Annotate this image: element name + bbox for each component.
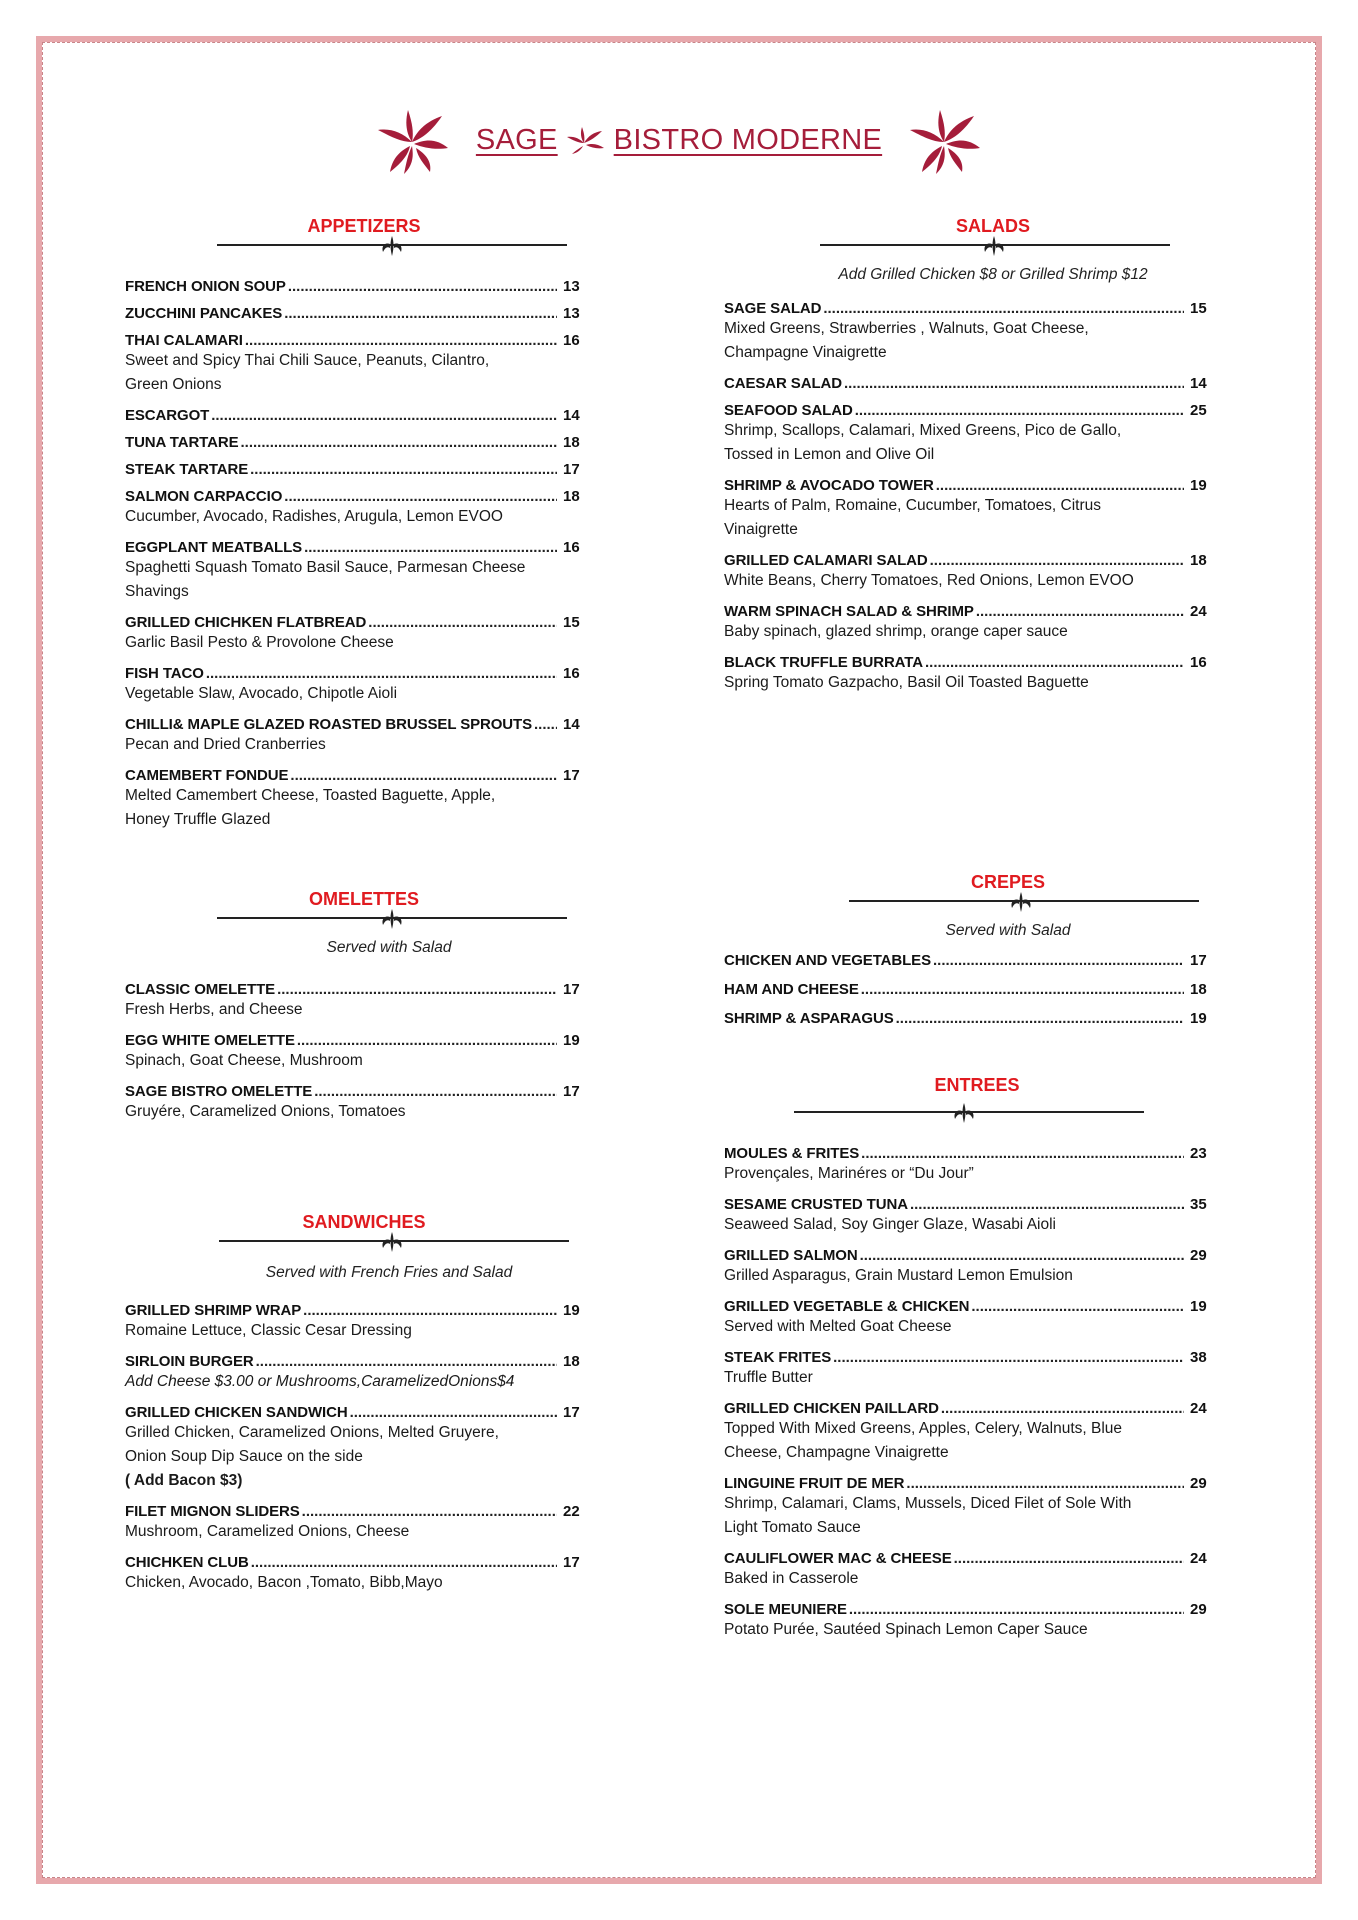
menu-item: [125, 539, 603, 604]
menu-item-line: [125, 278, 557, 295]
menu-item-name: GRILLED CHICKEN PAILLARD: [724, 1400, 939, 1417]
menu-item-line: [724, 1196, 1184, 1213]
dot-leader: [906, 1475, 1184, 1492]
menu-item-description: ( Add Bacon $3): [125, 1472, 243, 1489]
menu-item-line: [724, 1145, 1184, 1162]
section-omelettes: [125, 889, 603, 1134]
menu-item-description: Baked in Casserole: [724, 1570, 859, 1587]
menu-item-name: CAULIFLOWER MAC & CHEESE: [724, 1550, 952, 1567]
menu-item: [724, 1247, 1230, 1288]
menu-item-name: SESAME CRUSTED TUNA: [724, 1196, 908, 1213]
menu-item-description: Grilled Chicken, Caramelized Onions, Melted Gruyere,: [125, 1424, 499, 1441]
menu-item-line: [724, 477, 1184, 494]
flourish-icon: [377, 1230, 407, 1254]
menu-item-name: GRILLED CALAMARI SALAD: [724, 552, 928, 569]
flourish-icon: [1006, 890, 1036, 914]
menu-item-name: SOLE MEUNIERE: [724, 1601, 847, 1618]
menu-item: [724, 1145, 1230, 1186]
menu-item-price: 29: [1190, 1601, 1207, 1618]
menu-item: [125, 614, 603, 655]
menu-item-description: Spinach, Goat Cheese, Mushroom: [125, 1052, 363, 1069]
menu-item: [724, 654, 1230, 695]
menu-item-name: ZUCCHINI PANCAKES: [125, 305, 283, 322]
menu-item-price: 16: [563, 332, 580, 349]
menu-item-price: 18: [563, 488, 580, 505]
dot-leader: [860, 1247, 1184, 1264]
menu-item-price: 17: [563, 981, 580, 998]
menu-item-line: [125, 1083, 557, 1100]
menu-item-line: [125, 716, 557, 733]
menu-item-price: 38: [1190, 1349, 1207, 1366]
section-header: [724, 216, 1230, 274]
menu-item-line: [724, 1298, 1184, 1315]
menu-item: [125, 1032, 603, 1073]
menu-item: [724, 1475, 1230, 1540]
dot-leader: [206, 665, 557, 682]
menu-item-line: [125, 488, 557, 505]
menu-item-description: Light Tomato Sauce: [724, 1519, 861, 1536]
menu-item-line: [724, 952, 1184, 969]
menu-item-description: Vegetable Slaw, Avocado, Chipotle Aioli: [125, 685, 398, 702]
section-header: [125, 889, 603, 947]
menu-item-line: [125, 767, 557, 784]
dot-leader: [288, 278, 557, 295]
menu-item-line: [724, 603, 1184, 620]
menu-item-name: CAESAR SALAD: [724, 375, 842, 392]
menu-item-description: Shrimp, Scallops, Calamari, Mixed Greens, Pico de Gallo,: [724, 422, 1122, 439]
menu-item-description: White Beans, Cherry Tomatoes, Red Onions, Lemon EVOO: [724, 572, 1134, 589]
menu-item: [125, 278, 603, 295]
menu-item-price: 14: [563, 716, 580, 733]
flourish-icon: [377, 907, 407, 931]
menu-item-description: Fresh Herbs, and Cheese: [125, 1001, 303, 1018]
menu-item: [125, 332, 603, 397]
menu-item-price: 17: [563, 767, 580, 784]
menu-item-line: [125, 305, 557, 322]
section-header: [724, 872, 1230, 930]
menu-item-name: ESCARGOT: [125, 407, 210, 424]
menu-item-line: [125, 1302, 557, 1319]
menu-item: [125, 981, 603, 1022]
menu-item-price: 23: [1190, 1145, 1207, 1162]
menu-item-price: 18: [563, 1353, 580, 1370]
menu-item-line: [724, 1247, 1184, 1264]
menu-item-name: SEAFOOD SALAD: [724, 402, 853, 419]
menu-item-name: CAMEMBERT FONDUE: [125, 767, 289, 784]
menu-item-line: [724, 654, 1184, 671]
section-crepes: [724, 872, 1230, 1039]
menu-item: [724, 402, 1230, 467]
menu-item: [125, 488, 603, 529]
item-list: [125, 1302, 603, 1595]
menu-item-name: GRILLED SHRIMP WRAP: [125, 1302, 302, 1319]
dot-leader: [211, 407, 557, 424]
section-title: APPETIZERS: [307, 216, 421, 236]
menu-item-description: Mushroom, Caramelized Onions, Cheese: [125, 1523, 410, 1540]
menu-item-line: [125, 614, 557, 631]
dot-leader: [245, 332, 557, 349]
section-subtitle: Add Grilled Chicken $8 or Grilled Shrimp $12: [838, 266, 1148, 283]
menu-item-line: [724, 1349, 1184, 1366]
menu-item-name: SHRIMP & AVOCADO TOWER: [724, 477, 934, 494]
menu-item-price: 17: [563, 1404, 580, 1421]
menu-item-name: EGG WHITE OMELETTE: [125, 1032, 295, 1049]
menu-item-price: 14: [563, 407, 580, 424]
right-column: [724, 0, 1230, 1920]
menu-item-description: Cheese, Champagne Vinaigrette: [724, 1444, 949, 1461]
menu-item: [125, 665, 603, 706]
menu-item-description: Truffle Butter: [724, 1369, 813, 1386]
menu-item-price: 16: [563, 539, 580, 556]
menu-item-line: [125, 461, 557, 478]
menu-item-description: Honey Truffle Glazed: [125, 811, 271, 828]
menu-item-price: 24: [1190, 1550, 1207, 1567]
menu-item-price: 18: [1190, 552, 1207, 569]
menu-item-description: Romaine Lettuce, Classic Cesar Dressing: [125, 1322, 412, 1339]
dot-leader: [971, 1298, 1184, 1315]
menu-item-description: Add Cheese $3.00 or Mushrooms,CaramelizedOnions$4: [125, 1373, 515, 1390]
menu-item-description: Topped With Mixed Greens, Apples, Celery, Walnuts, Blue: [724, 1420, 1123, 1437]
menu-item-name: WARM SPINACH SALAD & SHRIMP: [724, 603, 974, 620]
item-list: [724, 952, 1230, 1027]
menu-item: [724, 375, 1230, 392]
menu-item-description: Potato Purée, Sautéed Spinach Lemon Caper Sauce: [724, 1621, 1088, 1638]
menu-item-price: 17: [563, 1083, 580, 1100]
menu-item-line: [724, 300, 1184, 317]
menu-item-name: SAGE SALAD: [724, 300, 822, 317]
menu-item-name: MOULES & FRITES: [724, 1145, 860, 1162]
menu-item: [125, 1302, 603, 1343]
dot-leader: [314, 1083, 557, 1100]
section-sandwiches: [125, 1212, 603, 1605]
menu-item: [125, 1554, 603, 1595]
menu-item-description: Green Onions: [125, 376, 222, 393]
menu-item-description: Onion Soup Dip Sauce on the side: [125, 1448, 363, 1465]
dot-leader: [823, 300, 1184, 317]
menu-item: [724, 1010, 1230, 1027]
title-word-sage: SAGE: [475, 123, 558, 156]
menu-item: [125, 716, 603, 757]
menu-item-line: [125, 1032, 557, 1049]
menu-item-description: Chicken, Avocado, Bacon ,Tomato, Bibb,Mayo: [125, 1574, 443, 1591]
menu-item: [724, 300, 1230, 365]
flourish-icon: [377, 234, 407, 258]
menu-item-name: CHICKEN AND VEGETABLES: [724, 952, 931, 969]
dot-leader: [849, 1601, 1184, 1618]
dot-leader: [290, 767, 557, 784]
title-words-bistro: BISTRO MODERNE: [613, 123, 883, 156]
section-header: [125, 1212, 603, 1270]
dot-leader: [302, 1503, 557, 1520]
dot-leader: [896, 1010, 1184, 1027]
section-header: [724, 1075, 1230, 1133]
menu-item-name: STEAK FRITES: [724, 1349, 832, 1366]
menu-item-price: 29: [1190, 1475, 1207, 1492]
menu-item-description: Pecan and Dried Cranberries: [125, 736, 326, 753]
menu-item-name: THAI CALAMARI: [125, 332, 243, 349]
menu-item-name: TUNA TARTARE: [125, 434, 239, 451]
dot-leader: [861, 1145, 1184, 1162]
dot-leader: [833, 1349, 1184, 1366]
menu-item-name: SALMON CARPACCIO: [125, 488, 283, 505]
dot-leader: [256, 1353, 557, 1370]
menu-item-line: [724, 1601, 1184, 1618]
menu-item-price: 17: [1190, 952, 1207, 969]
dot-leader: [910, 1196, 1184, 1213]
menu-item: [724, 477, 1230, 542]
menu-item-price: 29: [1190, 1247, 1207, 1264]
menu-item-description: Provençales, Marinéres or “Du Jour”: [724, 1165, 974, 1182]
dot-leader: [251, 1554, 557, 1571]
dot-leader: [284, 488, 557, 505]
menu-item-price: 16: [563, 665, 580, 682]
menu-item-price: 25: [1190, 402, 1207, 419]
dot-leader: [534, 716, 557, 733]
dot-leader: [241, 434, 557, 451]
dot-leader: [941, 1400, 1184, 1417]
menu-item-name: HAM AND CHEESE: [724, 981, 859, 998]
menu-item-line: [724, 981, 1184, 998]
menu-item-description: Spring Tomato Gazpacho, Basil Oil Toasted Baguette: [724, 674, 1089, 691]
item-list: [125, 278, 603, 832]
menu-item-price: 13: [563, 278, 580, 295]
menu-item-name: FISH TACO: [125, 665, 204, 682]
dot-leader: [954, 1550, 1184, 1567]
menu-item-line: [724, 402, 1184, 419]
menu-item-price: 13: [563, 305, 580, 322]
menu-item: [125, 407, 603, 424]
dot-leader: [930, 552, 1184, 569]
dot-leader: [297, 1032, 557, 1049]
menu-item: [724, 952, 1230, 969]
menu-item: [724, 603, 1230, 644]
menu-item-name: LINGUINE FRUIT DE MER: [724, 1475, 905, 1492]
menu-item-description: Cucumber, Avocado, Radishes, Arugula, Lemon EVOO: [125, 508, 503, 525]
menu-item-line: [125, 1554, 557, 1571]
dot-leader: [861, 981, 1184, 998]
menu-item: [724, 1400, 1230, 1465]
menu-item-line: [724, 1010, 1184, 1027]
menu-item-price: 19: [1190, 477, 1207, 494]
menu-item-line: [125, 539, 557, 556]
menu-item-name: EGGPLANT MEATBALLS: [125, 539, 303, 556]
menu-item-name: CHICHKEN CLUB: [125, 1554, 249, 1571]
menu-item-price: 15: [563, 614, 580, 631]
left-column: [125, 0, 603, 1920]
dot-leader: [284, 305, 557, 322]
section-title: SALADS: [955, 216, 1030, 236]
menu-item-line: [125, 665, 557, 682]
menu-item: [724, 981, 1230, 998]
menu-item: [125, 1083, 603, 1124]
menu-item-line: [125, 1353, 557, 1370]
menu-item: [125, 434, 603, 451]
menu-item-price: 15: [1190, 300, 1207, 317]
menu-item-price: 19: [563, 1302, 580, 1319]
menu-item-description: Grilled Asparagus, Grain Mustard Lemon Emulsion: [724, 1267, 1073, 1284]
menu-item-line: [125, 1503, 557, 1520]
item-list: [125, 981, 603, 1124]
dot-leader: [933, 952, 1184, 969]
menu-item-name: GRILLED CHICHKEN FLATBREAD: [125, 614, 367, 631]
dot-leader: [350, 1404, 557, 1421]
menu-item-name: CLASSIC OMELETTE: [125, 981, 276, 998]
flourish-icon: [949, 1101, 979, 1125]
menu-item: [125, 305, 603, 322]
section-appetizers: [125, 216, 603, 842]
menu-item-description: Spaghetti Squash Tomato Basil Sauce, Parmesan Cheese: [125, 559, 526, 576]
dot-leader: [844, 375, 1184, 392]
dot-leader: [250, 461, 557, 478]
menu-item-description: Hearts of Palm, Romaine, Cucumber, Tomatoes, Citrus: [724, 497, 1102, 514]
menu-item-line: [724, 1475, 1184, 1492]
dot-leader: [303, 1302, 557, 1319]
dot-leader: [855, 402, 1184, 419]
menu-item-price: 17: [563, 1554, 580, 1571]
menu-item-name: FRENCH ONION SOUP: [125, 278, 286, 295]
section-header: [125, 216, 603, 274]
menu-item-description: Gruyére, Caramelized Onions, Tomatoes: [125, 1103, 406, 1120]
menu-item-line: [724, 1550, 1184, 1567]
section-subtitle: Served with Salad: [326, 939, 452, 956]
menu-item-description: Shrimp, Calamari, Clams, Mussels, Diced Filet of Sole With: [724, 1495, 1132, 1512]
menu-item-price: 24: [1190, 603, 1207, 620]
dot-leader: [936, 477, 1184, 494]
menu-item: [125, 767, 603, 832]
menu-item: [724, 1550, 1230, 1591]
menu-item-line: [125, 407, 557, 424]
menu-item-name: BLACK TRUFFLE BURRATA: [724, 654, 923, 671]
menu-item-name: SIRLOIN BURGER: [125, 1353, 254, 1370]
menu-item-price: 19: [1190, 1010, 1207, 1027]
menu-item-line: [125, 1404, 557, 1421]
menu-item-description: Shavings: [125, 583, 189, 600]
menu-item-price: 35: [1190, 1196, 1207, 1213]
menu-item-name: FILET MIGNON SLIDERS: [125, 1503, 300, 1520]
menu-item-name: SAGE BISTRO OMELETTE: [125, 1083, 313, 1100]
menu-item-description: Champagne Vinaigrette: [724, 344, 887, 361]
item-list: [724, 1145, 1230, 1642]
menu-item-name: GRILLED SALMON: [724, 1247, 858, 1264]
menu-item: [125, 1503, 603, 1544]
menu-item-line: [724, 375, 1184, 392]
menu-item: [125, 461, 603, 478]
menu-item-description: Melted Camembert Cheese, Toasted Baguette, Apple,: [125, 787, 496, 804]
menu-item: [125, 1353, 603, 1394]
dot-leader: [304, 539, 557, 556]
menu-item-price: 18: [1190, 981, 1207, 998]
menu-item-name: GRILLED CHICKEN SANDWICH: [125, 1404, 348, 1421]
menu-item-name: STEAK TARTARE: [125, 461, 249, 478]
menu-item-line: [125, 332, 557, 349]
menu-item-description: Baby spinach, glazed shrimp, orange caper sauce: [724, 623, 1068, 640]
menu-item-price: 19: [563, 1032, 580, 1049]
dot-leader: [976, 603, 1184, 620]
flourish-icon: [979, 234, 1009, 258]
menu-item-price: 18: [563, 434, 580, 451]
menu-item-description: Tossed in Lemon and Olive Oil: [724, 446, 935, 463]
menu-item-name: SHRIMP & ASPARAGUS: [724, 1010, 894, 1027]
dot-leader: [277, 981, 557, 998]
menu-item-description: Served with Melted Goat Cheese: [724, 1318, 952, 1335]
dot-leader: [925, 654, 1184, 671]
menu-item-description: Vinaigrette: [724, 521, 798, 538]
menu-item: [724, 1196, 1230, 1237]
section-title: SANDWICHES: [302, 1212, 426, 1232]
menu-item: [724, 1298, 1230, 1339]
section-salads: [724, 216, 1230, 705]
section-subtitle: Served with Salad: [945, 922, 1071, 939]
menu-item: [724, 1601, 1230, 1642]
menu-item-description: Garlic Basil Pesto & Provolone Cheese: [125, 634, 394, 651]
menu-item-name: CHILLI& MAPLE GLAZED ROASTED BRUSSEL SPROUTS: [125, 716, 533, 733]
menu-item-description: Mixed Greens, Strawberries , Walnuts, Goat Cheese,: [724, 320, 1089, 337]
menu-item: [724, 1349, 1230, 1390]
menu-item-description: Sweet and Spicy Thai Chili Sauce, Peanuts, Cilantro,: [125, 352, 490, 369]
item-list: [724, 300, 1230, 695]
section-title: OMELETTES: [308, 889, 419, 909]
menu-item-line: [125, 434, 557, 451]
menu-item-price: 22: [563, 1503, 580, 1520]
menu-item-line: [125, 981, 557, 998]
section-subtitle: Served with French Fries and Salad: [265, 1264, 513, 1281]
menu-item: [724, 552, 1230, 593]
menu-item-line: [724, 1400, 1184, 1417]
menu-item-description: Seaweed Salad, Soy Ginger Glaze, Wasabi Aioli: [724, 1216, 1056, 1233]
menu-item-price: 19: [1190, 1298, 1207, 1315]
dot-leader: [368, 614, 557, 631]
menu-item-name: GRILLED VEGETABLE & CHICKEN: [724, 1298, 970, 1315]
menu-item-price: 24: [1190, 1400, 1207, 1417]
menu-item-line: [724, 552, 1184, 569]
menu-item: [125, 1404, 603, 1493]
menu-item-price: 16: [1190, 654, 1207, 671]
section-title: CREPES: [970, 872, 1046, 892]
section-title: ENTREES: [934, 1075, 1020, 1095]
section-entrees: [724, 1075, 1230, 1652]
menu-item-price: 17: [563, 461, 580, 478]
menu-item-price: 14: [1190, 375, 1207, 392]
